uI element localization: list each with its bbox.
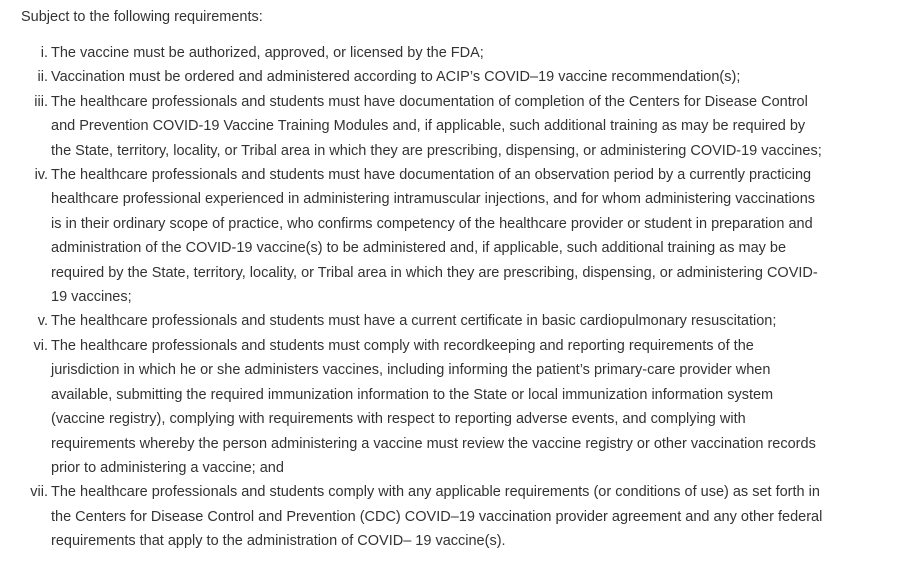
requirement-text (51, 309, 867, 333)
requirement-line: prior to administering a vaccine; and (51, 459, 284, 476)
requirement-line: healthcare professional experienced in administering intramuscular injections, and for whom administering vaccinations (51, 191, 816, 208)
requirement-line: 19 vaccines; (51, 289, 132, 306)
requirement-line: requirements whereby the person administering a vaccine must review the vaccine registry or other vaccination records (51, 435, 816, 452)
requirement-text (51, 163, 867, 309)
requirement-text (51, 41, 867, 65)
requirement-line: is in their ordinary scope of practice, who confirms competency of the healthcare provider or student in preparation and (51, 215, 813, 232)
requirement-item (0, 90, 897, 163)
requirement-item (0, 309, 897, 333)
requirement-item (0, 41, 897, 65)
requirement-line: (vaccine registry), complying with requirements with respect to reporting adverse events, and complying with (51, 411, 746, 428)
requirement-line: available, submitting the required immunization information to the State or local immunization information system (51, 386, 774, 403)
requirement-line: the Centers for Disease Control and Prevention (CDC) COVID–19 vaccination provider agreement and any other federal (51, 508, 823, 525)
requirement-text (51, 65, 867, 89)
requirement-line: The healthcare professionals and students must have a current certificate in basic cardiopulmonary resuscitation; (51, 313, 777, 330)
requirement-line: administration of the COVID-19 vaccine(s) to be administered and, if applicable, such additional training as may be (51, 240, 787, 257)
requirement-numeral: v. (37, 313, 48, 330)
requirement-text (51, 90, 867, 163)
requirement-numeral: ii. (37, 69, 48, 86)
requirement-item (0, 65, 897, 89)
requirement-line: and Prevention COVID-19 Vaccine Training Modules and, if applicable, such additional training as may be required by (51, 118, 806, 135)
requirement-numeral: vi. (33, 337, 48, 354)
requirement-line: The healthcare professionals and students must have documentation of completion of the Centers for Disease Control (51, 93, 808, 110)
requirement-item (0, 163, 897, 309)
requirement-line: The healthcare professionals and students must have documentation of an observation period by a currently practicing (51, 167, 812, 184)
requirement-text (51, 480, 867, 553)
requirement-item (0, 334, 897, 480)
requirements-list (0, 41, 897, 554)
requirement-line: The vaccine must be authorized, approved, or licensed by the FDA; (51, 45, 484, 61)
requirement-line: jurisdiction in which he or she administers vaccines, including informing the patient’s primary-care provider when (51, 362, 771, 379)
requirement-item (0, 480, 897, 553)
requirement-numeral: vii. (30, 484, 48, 501)
requirement-line: The healthcare professionals and students comply with any applicable requirements (or conditions of use) as set forth in (51, 484, 820, 501)
requirement-numeral: i. (40, 45, 48, 61)
requirement-line: The healthcare professionals and students must comply with recordkeeping and reporting requirements of the (51, 337, 754, 354)
requirement-line: the State, territory, locality, or Tribal area in which they are prescribing, dispensing, or administering COVID-19 vaccines; (51, 142, 822, 159)
requirement-text (51, 334, 867, 480)
requirement-line: requirements that apply to the administration of COVID– 19 vaccine(s). (51, 533, 506, 550)
requirement-numeral: iv. (34, 167, 48, 184)
requirement-line: Vaccination must be ordered and administered according to ACIP’s COVID–19 vaccine recommendation(s); (51, 69, 741, 86)
requirement-numeral: iii. (34, 93, 48, 110)
intro-text: Subject to the following requirements: (21, 9, 263, 25)
requirement-line: required by the State, territory, locality, or Tribal area in which they are prescribing, dispensing, or administering COVID- (51, 264, 818, 281)
